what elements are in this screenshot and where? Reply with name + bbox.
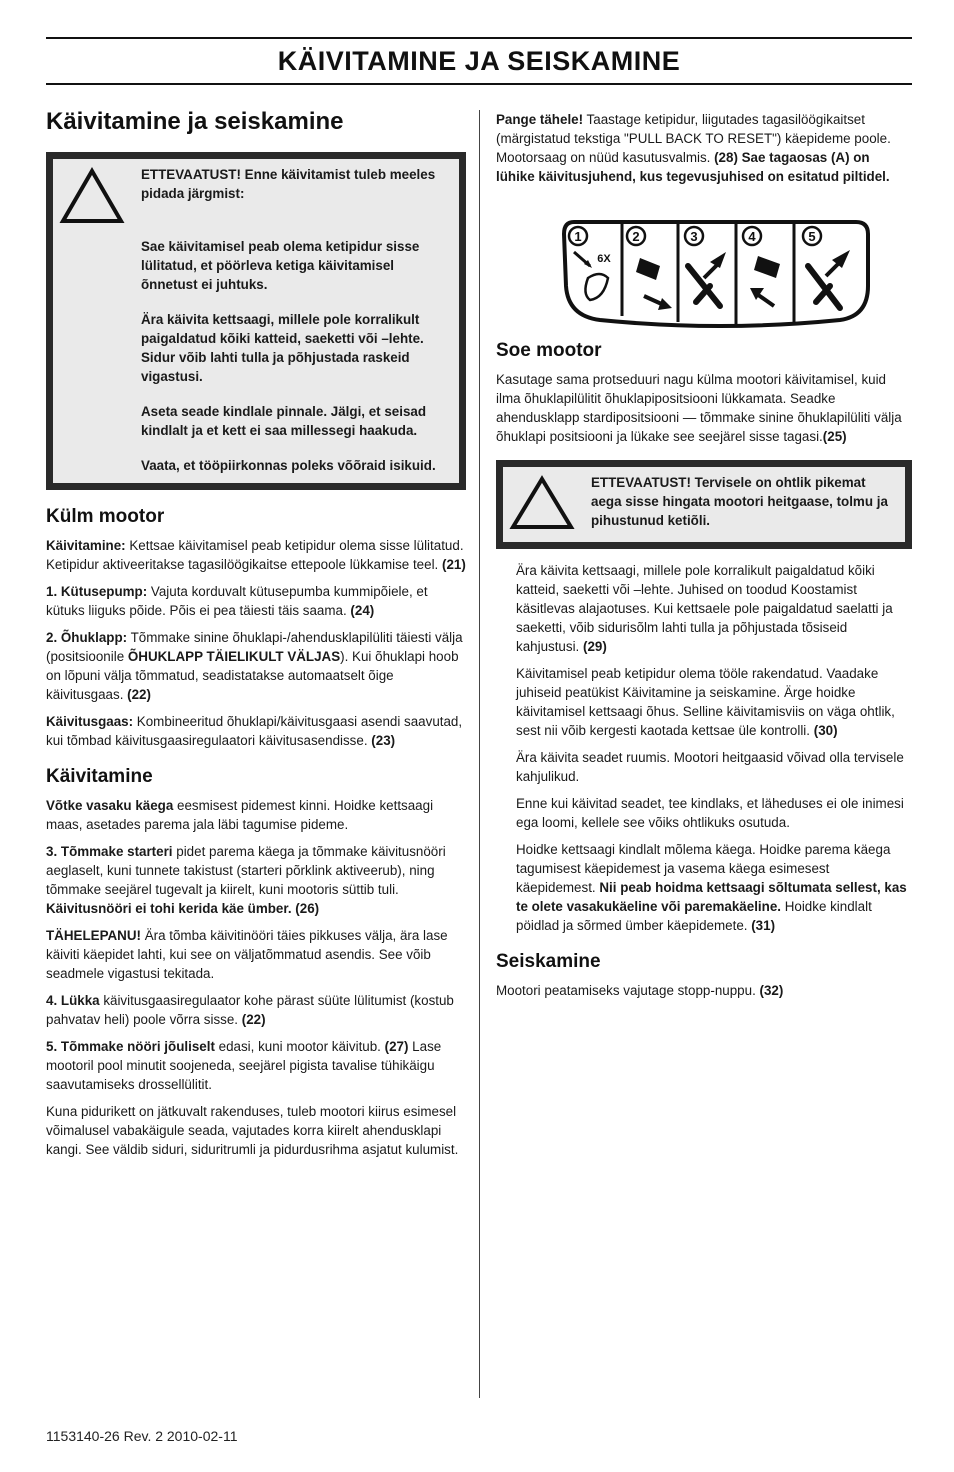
warning-item: Ära käivita kettsaagi, millele pole korralikult paigaldatud kõiki katteid, saeketti või –lehte. Sidur võib lahti tulla ja põhjustada raskeid vigastusi. — [141, 312, 424, 384]
warning-box — [46, 152, 466, 490]
footer-doc-id: 1153140-26 Rev. 2 2010-02-11 — [46, 1428, 238, 1444]
column-divider — [479, 110, 480, 1398]
paragraph: Kasutage sama protseduuri nagu külma mootori käivitamisel, kuid ilma õhuklapilülitit õhuklapipositsiooni lükkamata. Seadke ahendusklapp stardipositsiooni — tõmmake sinine õhuklapilüliti välja õhuklapi positsiooni ja lükake see seejärel sisse tagasi.(25) — [496, 372, 902, 444]
step-4-label: 4 — [748, 229, 756, 244]
page-header — [46, 37, 912, 85]
warning-item: Vaata, et tööpiirkonnas poleks võõraid isikuid. — [141, 458, 436, 473]
list-item: Enne kui käivitad seadet, tee kindlaks, et läheduses ei ole inimesi ega loomi, kellele see võiks ohtlikuks osutuda. — [516, 796, 904, 830]
section-title: Käivitamine ja seiskamine — [46, 108, 344, 135]
paragraph: Võtke vasaku käega eesmisest pidemest kinni. Hoidke kettsaagi maas, asetades parema jala läbi tagumise pideme. — [46, 798, 434, 832]
stopping-heading: Seiskamine — [496, 951, 601, 972]
paragraph: TÄHELEPANU! Ära tõmba käivitinööri täies pikkuses välja, ära lase käiviti käepidet lahti, kui see on väljatõmmatud asendis. See võib seadmele vigastusi tekitada. — [46, 928, 448, 981]
warning-box-2 — [496, 460, 912, 549]
paragraph: 2. Õhuklapp: Tõmmake sinine õhuklapi-/ahendusklapilüliti täiesti välja (positsioonile ÕHUKLAPP TÄIELIKULT VÄLJAS). Kui õhuklapi hoob on lõpuni välja tõmmatud, seadistatakse automaatselt õige käivitusgaas. (22) — [46, 630, 463, 702]
step-1-count: 6X — [597, 253, 611, 265]
list-item: Hoidke kettsaagi kindlalt mõlema käega. Hoidke parema käega tagumisest käepidemest ja vasema käega esimesest käepidemest. Nii peab hoidma kettsaagi sõltumata sellest, kas te olete vasakukäeline või paremakäeline. Hoidke kindlalt pöidlad ja sõrmed ümber käepidemete. (31) — [516, 842, 907, 933]
page-title: KÄIVITAMINE JA SEISKAMINE — [277, 45, 681, 76]
warning-text-2: ETTEVAATUST! Tervisele on ohtlik pikemat aega sisse hingata mootori heitgaase, tolmu ja pihustunud ketiõli. — [591, 475, 888, 528]
step-5-label: 5 — [808, 229, 816, 244]
note-paragraph: Pange tähele! Taastage ketipidur, liigutades tagasilöögikaitset (märgistatud tekstiga "PULL BACK TO RESET") käepideme poole. Mootorsaag on nüüd kasutusvalmis. (28) Sae tagaosas (A) on lühike käivitusjuhend, kus tegevusjuhised on esitatud piltidel. — [496, 112, 891, 184]
step-2-label: 2 — [632, 229, 640, 244]
warm-engine-heading: Soe mootor — [496, 340, 602, 361]
warning-title: ETTEVAATUST! Enne käivitamist tuleb meeles pidada järgmist: — [141, 167, 436, 201]
step-1-label: 1 — [574, 229, 582, 244]
warning-item: Sae käivitamisel peab olema ketipidur sisse lülitatud, et pöörleva ketiga käivitamisel õnnetust ei juhtuks. — [141, 239, 420, 292]
paragraph: Mootori peatamiseks vajutage stopp-nuppu. (32) — [496, 983, 784, 998]
quick-start-figure — [560, 216, 872, 328]
paragraph: 4. Lükka käivitusgaasiregulaator kohe pärast süüte lülitumist (kostub pahvatav heli) poole võrra sisse. (22) — [46, 993, 454, 1027]
safety-list — [496, 561, 912, 935]
paragraph: Kuna pidurikett on jätkuvalt rakenduses, tuleb mootori kiirus esimesel võimalusel vabakäigule seada, vajutades korra kiirelt ahendusklapi kangi. See väldib siduri, siduritrumli ja pidurdusrihma asjatut kulumist. — [46, 1104, 459, 1157]
warning-text — [141, 165, 449, 475]
paragraph: 3. Tõmmake starteri pidet parema käega ja tõmmake käivitusnööri aeglaselt, kuni tunnete takistust (starteri põrklink aktiveerub), ning tõmmake seejärel tugevalt ja kiirelt, kuni mootoris süttib tuli. Käivitusnööri ei tohi kerida käe ümber. (26) — [46, 844, 446, 916]
list-item: Ära käivita seadet ruumis. Mootori heitgaasid võivad olla tervisele kahjulikud. — [516, 750, 904, 784]
list-item: Käivitamisel peab ketipidur olema tööle rakendatud. Vaadake juhiseid peatükist Käivitamine ja seiskamine. Ärge hoidke käivitamisel kettsaagi õhus. Selline käivitamisviis on väga ohtlik, sest nii võib kergesti kaotada kettsae üle kontrolli. (30) — [516, 666, 895, 738]
warning-item: Aseta seade kindlale pinnale. Jälgi, et seisad kindlalt ja et kett ei saa millessegi haakuda. — [141, 404, 427, 438]
right-column — [496, 110, 912, 1008]
step-3-label: 3 — [690, 229, 698, 244]
paragraph: Käivitamine: Kettsae käivitamisel peab ketipidur olema sisse lülitatud. Ketipidur aktiveeritakse tagasilöögikaitse ettepoole lükkamise teel. (21) — [46, 538, 466, 572]
starting-heading: Käivitamine — [46, 766, 153, 787]
paragraph: 5. Tõmmake nööri jõuliselt edasi, kuni mootor käivitub. (27) Lase mootoril pool minutit soojeneda, seejärel pigista tavalise tühikäigu saavutamiseks drossellülitit. — [46, 1039, 442, 1092]
warning-text — [591, 473, 895, 536]
left-column — [46, 108, 466, 1167]
paragraph: Käivitusgaas: Kombineeritud õhuklapi/käivitusgaasi asendi saavutad, kui tõmbad käivitusgaasiregulaatori käivitusasendisse. (23) — [46, 714, 463, 748]
warning-triangle-icon — [509, 473, 591, 536]
warning-triangle-icon — [59, 165, 141, 475]
cold-engine-heading: Külm mootor — [46, 506, 165, 527]
paragraph: 1. Kütusepump: Vajuta korduvalt kütusepumba kummipõiele, et kütuks liiguks põide. Põis ei pea täiesti täis saama. (24) — [46, 584, 428, 618]
list-item: Ära käivita kettsaagi, millele pole korralikult paigaldatud kõiki katteid, saeketti või –lehte. Juhised on toodud Koostamist käsitlevas alajaotuses. Kui kettsaele pole paigaldatud saelatti ja saeketti, võib sidurisõlm lahti tulla ja põhjustada tõsiseid kahjustusi. (29) — [516, 563, 893, 654]
